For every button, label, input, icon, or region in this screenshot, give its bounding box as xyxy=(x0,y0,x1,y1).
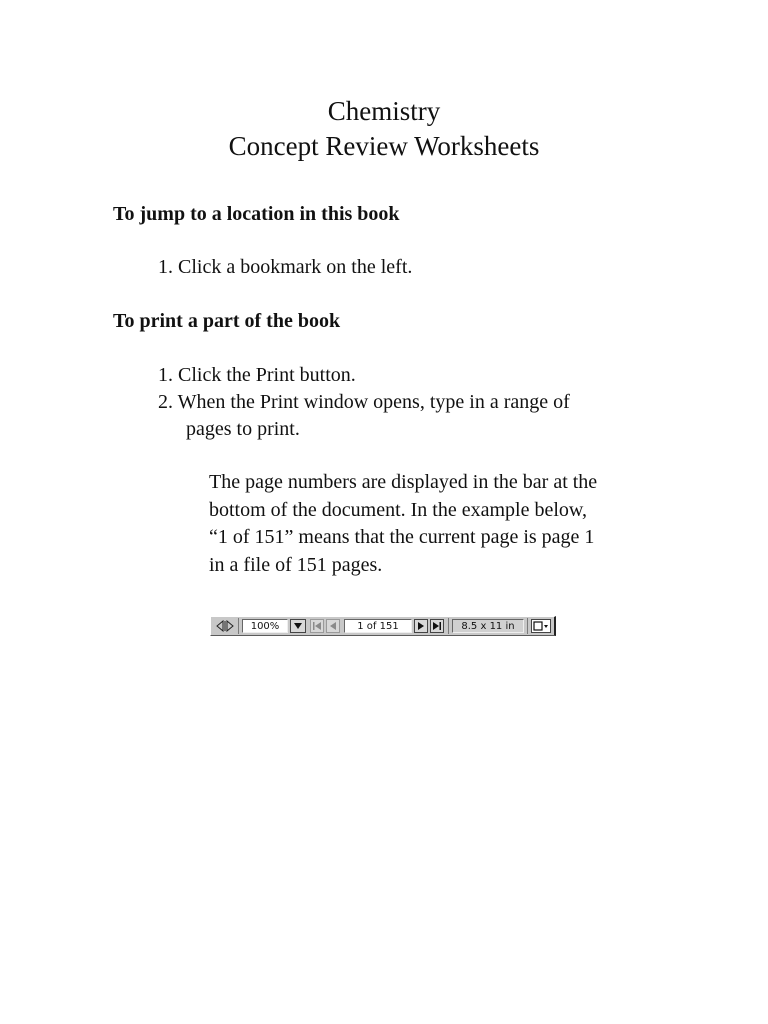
last-page-icon xyxy=(430,619,444,633)
heading-print-part: To print a part of the book xyxy=(113,310,341,332)
zoom-field: 100% xyxy=(242,619,288,633)
page-indicator-field: 1 of 151 xyxy=(344,619,412,633)
print-step-2-continued: pages to print. xyxy=(186,418,300,440)
explanation-line: in a file of 151 pages. xyxy=(209,553,383,576)
page-size-field: 8.5 x 11 in xyxy=(452,619,524,633)
toolbar-divider xyxy=(238,618,239,634)
dropdown-arrow-icon xyxy=(290,619,306,633)
next-page-icon xyxy=(414,619,428,633)
explanation-line: The page numbers are displayed in the bar at the xyxy=(209,471,598,493)
page-number-explanation xyxy=(209,469,669,579)
document-title xyxy=(0,94,768,164)
title-line-2: Concept Review Worksheets xyxy=(228,131,540,161)
toolbar-divider xyxy=(527,618,528,634)
example-status-toolbar xyxy=(210,616,556,636)
title-line-1: Chemistry xyxy=(327,96,441,126)
explanation-line: “1 of 151” means that the current page is page 1 xyxy=(209,526,595,548)
heading-jump-to-location: To jump to a location in this book xyxy=(113,203,400,225)
previous-page-icon xyxy=(326,619,340,633)
print-step-1: 1. Click the Print button. xyxy=(158,364,356,386)
split-panes-icon xyxy=(214,619,236,633)
explanation-line: bottom of the document. In the example below, xyxy=(209,498,588,521)
first-page-icon xyxy=(310,619,324,633)
toolbar-divider xyxy=(448,618,449,634)
page-layout-icon xyxy=(531,619,551,633)
jump-step-1: 1. Click a bookmark on the left. xyxy=(158,256,413,278)
print-step-2: 2. When the Print window opens, type in a range of xyxy=(158,391,570,413)
